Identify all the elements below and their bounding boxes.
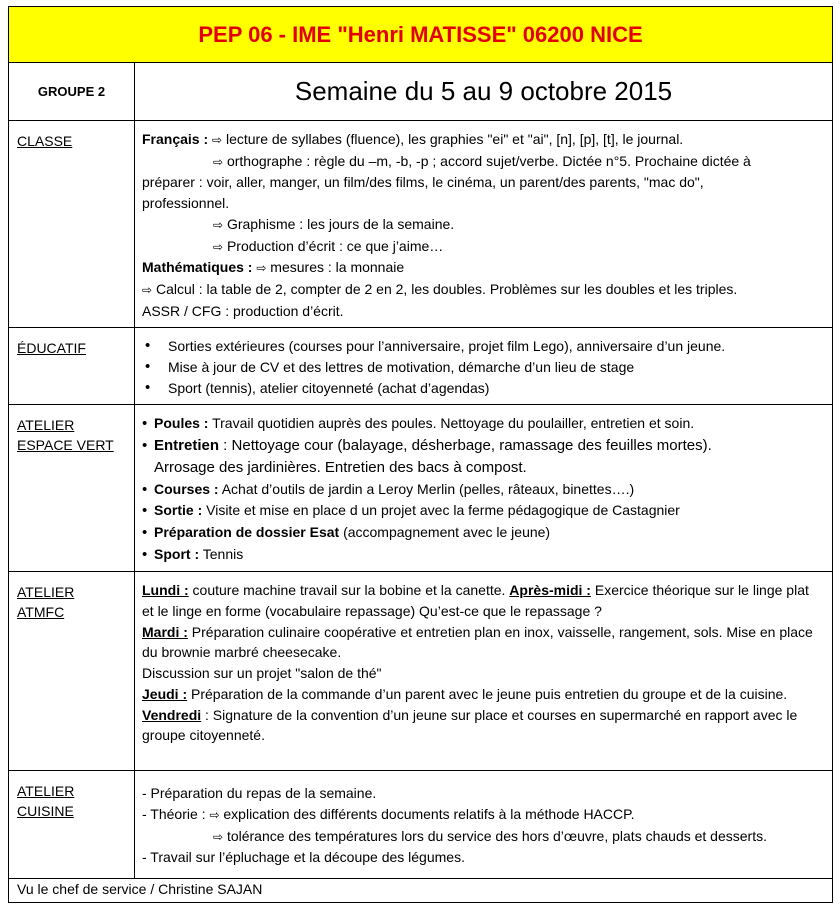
- sport-label: Sport :: [154, 545, 200, 562]
- francais-label: Français :: [142, 131, 209, 147]
- educatif-label: ÉDUCATIF: [17, 340, 86, 357]
- lundi-text: couture machine travail sur la bobine et la canette.: [188, 582, 510, 599]
- arrow-right-icon: ⇨: [256, 261, 267, 276]
- francais-line-2b: préparer : voir, aller, manger, un film/des films, le cinéma, un parent/des parents, "mac do",: [142, 174, 704, 191]
- prep-text: (accompagnement avec le jeune): [339, 523, 551, 540]
- educatif-list: [142, 336, 824, 398]
- entretien-label: Entretien: [154, 437, 220, 455]
- section-label-atmfc: [9, 572, 135, 771]
- classe-label: CLASSE: [17, 133, 73, 149]
- sortie-text: Visite et mise en place d un projet avec la ferme pédagogique de Castagnier: [202, 502, 680, 519]
- maths-line-2: Calcul : la table de 2, compter de 2 en 2, les doubles. Problèmes sur les doubles et les triples.: [152, 280, 738, 297]
- list-item: [142, 522, 824, 544]
- cuisine-label-1: ATELIER: [17, 783, 75, 800]
- arrow-right-icon: ⇨: [213, 239, 224, 254]
- cuisine-line-4: - Travail sur l’épluchage et la découpe des légumes.: [142, 849, 465, 866]
- section-label-espace-vert: [9, 405, 135, 572]
- maths-line-1: mesures : la monnaie: [266, 259, 405, 276]
- vendredi-label: Vendredi: [142, 706, 202, 723]
- mardi-text: Préparation culinaire coopérative et entretien plan en inox, vaisselle, rangement, sols. Mise en place du brownie marbré cheesecake.: [142, 623, 813, 661]
- apres-midi-label: Après-midi :: [509, 582, 591, 599]
- arrow-right-icon: ⇨: [213, 829, 224, 844]
- section-content-atmfc: [135, 572, 833, 771]
- list-item: • Sorties extérieures (courses pour l’anniversaire, projet film Lego), anniversaire d’un jeune.: [142, 336, 824, 357]
- schedule-table: [8, 6, 833, 903]
- list-item: [142, 435, 824, 478]
- francais-line-1: lecture de syllabes (fluence), les graphies "ei" et "ai", [n], [p], [t], le journal.: [222, 131, 684, 147]
- apres-midi-text: Exercice théorique sur le linge plat et le linge en forme (vocabulaire repassage) Qu’est-ce que le repassage ?: [142, 582, 809, 620]
- list-item: [142, 479, 824, 501]
- atmfc-label-1: ATELIER: [17, 584, 75, 601]
- section-content-educatif: [135, 328, 833, 405]
- list-item: [142, 544, 824, 566]
- cuisine-label-2: CUISINE: [17, 803, 74, 820]
- sport-text: Tennis: [199, 545, 244, 562]
- cuisine-line-1: - Préparation du repas de la semaine.: [142, 785, 377, 802]
- lundi-label: Lundi :: [142, 582, 189, 599]
- poules-text: Travail quotidien auprès des poules. Nettoyage du poulailler, entretien et soin.: [208, 415, 695, 432]
- espace-vert-label-1: ATELIER: [17, 417, 75, 434]
- list-item: • Mise à jour de CV et des lettres de motivation, démarche d’un lieu de stage: [142, 357, 824, 378]
- list-item: [142, 413, 824, 435]
- sortie-label: Sortie :: [154, 502, 203, 519]
- entretien-text: : Nettoyage cour (balayage, désherbage, ramassage des feuilles mortes).: [219, 437, 712, 455]
- poules-label: Poules :: [154, 415, 209, 432]
- group-label: GROUPE 2: [9, 63, 135, 121]
- section-content-cuisine: [135, 771, 833, 879]
- maths-label: Mathématiques :: [142, 259, 253, 276]
- section-label-classe: [9, 121, 135, 328]
- courses-text: Achat d’outils de jardin a Leroy Merlin (pelles, râteaux, binettes….): [218, 480, 635, 497]
- arrow-right-icon: ⇨: [209, 808, 220, 823]
- cuisine-line-3: tolérance des températures lors du service des hors d’œuvre, plats chauds et desserts.: [223, 827, 767, 844]
- cuisine-line-2: explication des différents documents relatifs à la méthode HACCP.: [219, 806, 635, 823]
- vendredi-text: : Signature de la convention d’un jeune sur place et courses en supermarché en rapport avec le groupe citoyenneté.: [142, 706, 798, 744]
- arrow-right-icon: ⇨: [142, 282, 153, 297]
- courses-label: Courses :: [154, 480, 219, 497]
- list-item: [142, 500, 824, 522]
- page-title: PEP 06 - IME "Henri MATISSE" 06200 NICE: [198, 22, 643, 47]
- atmfc-label-2: ATMFC: [17, 604, 65, 621]
- assr-line: ASSR / CFG : production d’écrit.: [142, 302, 344, 319]
- section-content-classe: [135, 121, 833, 328]
- discussion-text: Discussion sur un projet "salon de thé": [142, 665, 382, 682]
- entretien-text-2: Arrosage des jardinières. Entretien des bacs à compost.: [154, 458, 527, 476]
- arrow-right-icon: ⇨: [212, 133, 223, 147]
- francais-line-4: Production d’écrit : ce que j’aime…: [223, 237, 444, 254]
- week-title: Semaine du 5 au 9 octobre 2015: [135, 63, 833, 121]
- title-banner: [9, 7, 833, 63]
- footer-signature: Vu le chef de service / Christine SAJAN: [9, 879, 833, 903]
- cuisine-line-2-label: - Théorie :: [142, 806, 210, 823]
- section-label-cuisine: [9, 771, 135, 879]
- francais-line-3: Graphisme : les jours de la semaine.: [223, 215, 455, 232]
- francais-line-2: orthographe : règle du –m, -b, -p ; accord sujet/verbe. Dictée n°5. Prochaine dictée à: [223, 152, 751, 169]
- mardi-label: Mardi :: [142, 623, 188, 640]
- arrow-right-icon: ⇨: [213, 154, 224, 169]
- espace-vert-list: [142, 413, 824, 565]
- arrow-right-icon: ⇨: [213, 217, 224, 232]
- section-label-educatif: [9, 328, 135, 405]
- francais-line-2c: professionnel.: [142, 195, 230, 212]
- list-item: • Sport (tennis), atelier citoyenneté (achat d’agendas): [142, 378, 824, 399]
- jeudi-label: Jeudi :: [142, 685, 188, 702]
- jeudi-text: Préparation de la commande d’un parent avec le jeune puis entretien du groupe et de la cuisine.: [187, 685, 788, 702]
- section-content-espace-vert: [135, 405, 833, 572]
- espace-vert-label-2: ESPACE VERT: [17, 437, 114, 454]
- prep-label: Préparation de dossier Esat: [154, 523, 340, 540]
